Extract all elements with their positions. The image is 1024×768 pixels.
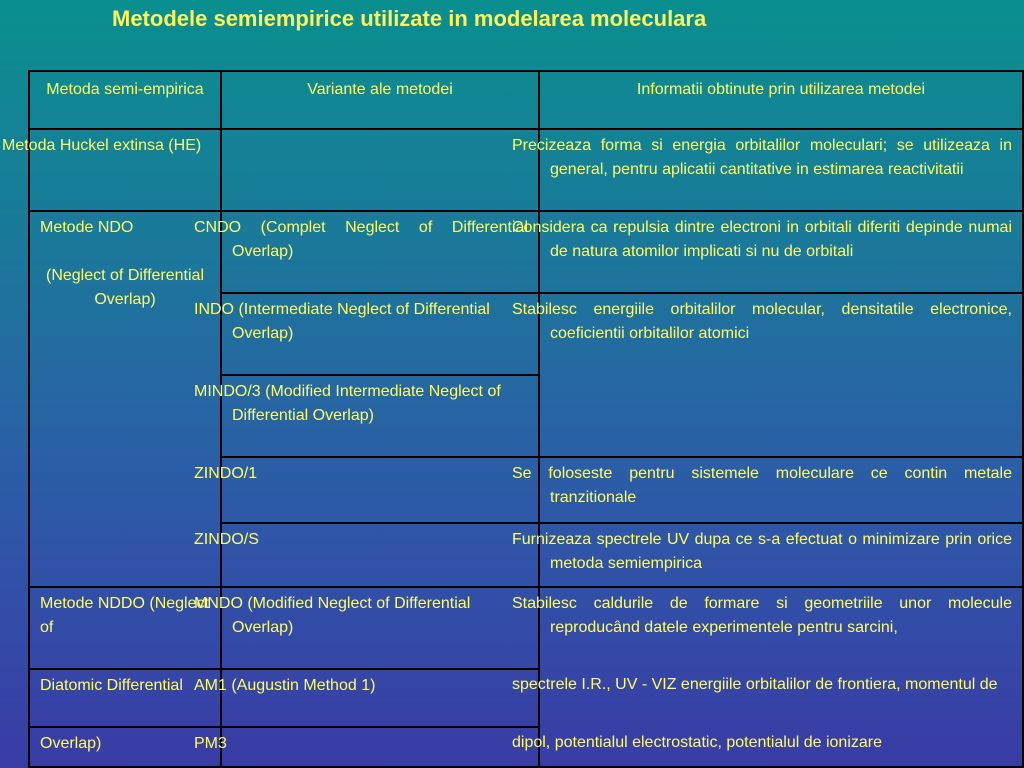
info-cndo: Considera ca repulsia dintre electroni in orbitali diferiti depinde numai de natura atomilor implicati si nu de orbitali	[539, 211, 1023, 293]
variant-cndo: CNDO (Complet Neglect of Differential Overlap)	[221, 211, 539, 293]
info-indo: Stabilesc energiile orbitalilor molecular, densitatile electronice, coeficientii orbitalilor atomici	[539, 293, 1023, 457]
header-variants: Variante ale metodei	[221, 71, 539, 129]
header-info: Informatii obtinute prin utilizarea metodei	[539, 71, 1023, 129]
info-nddo-3: dipol, potentialul electrostatic, potentialul de ionizare	[539, 727, 1023, 767]
method-nddo-2: Diatomic Differential	[29, 669, 221, 727]
variant-am1: AM1 (Augustin Method 1)	[221, 669, 539, 727]
methods-table	[2, 70, 1024, 768]
info-nddo-2: spectrele I.R., UV - VIZ energiile orbitalilor de frontiera, momentul de	[539, 669, 1023, 727]
variant-mindo: MINDO/3 (Modified Intermediate Neglect of Differential Overlap)	[221, 375, 539, 457]
variant-pm3: PM3	[221, 727, 539, 767]
variant-zindos: ZINDO/S	[221, 523, 539, 587]
method-ndo-name: Metode NDO	[40, 219, 134, 236]
info-zindos: Furnizeaza spectrele UV dupa ce s-a efectuat o minimizare prin orice metoda semiempirica	[539, 523, 1023, 587]
variant-zindo1: ZINDO/1	[221, 457, 539, 523]
slide-title: Metodele semiempirice utilizate in modelarea moleculara	[112, 6, 707, 31]
info-he: Precizeaza forma si energia orbitalilor moleculari; se utilizeaza in general, pentru aplicatii cantitative in estimarea reactivitatii	[539, 129, 1023, 211]
table-row-cndo	[29, 211, 1023, 293]
method-nddo-1: Metode NDDO (Neglect of	[29, 587, 221, 669]
info-nddo-1: Stabilesc caldurile de formare si geometriile unor molecule reproducând datele experimentele pentru sarcini,	[539, 587, 1023, 669]
method-ndo	[29, 211, 221, 587]
method-nddo-3: Overlap)	[29, 727, 221, 767]
header-method: Metoda semi-empirica	[29, 71, 221, 129]
table-row-am1	[29, 669, 1023, 727]
variant-mndo: MNDO (Modified Neglect of Differential Overlap)	[221, 587, 539, 669]
method-ndo-sub: (Neglect of Differential Overlap)	[46, 267, 204, 308]
variant-indo: INDO (Intermediate Neglect of Differential Overlap)	[221, 293, 539, 375]
info-zindo1: Se foloseste pentru sistemele moleculare ce contin metale tranzitionale	[539, 457, 1023, 523]
table-header-row	[29, 71, 1023, 129]
table-row-he	[29, 129, 1023, 211]
table-row-pm3	[29, 727, 1023, 767]
table-row-mndo	[29, 587, 1023, 669]
method-he: Metoda Huckel extinsa (HE)	[29, 129, 221, 211]
variant-he	[221, 129, 539, 211]
